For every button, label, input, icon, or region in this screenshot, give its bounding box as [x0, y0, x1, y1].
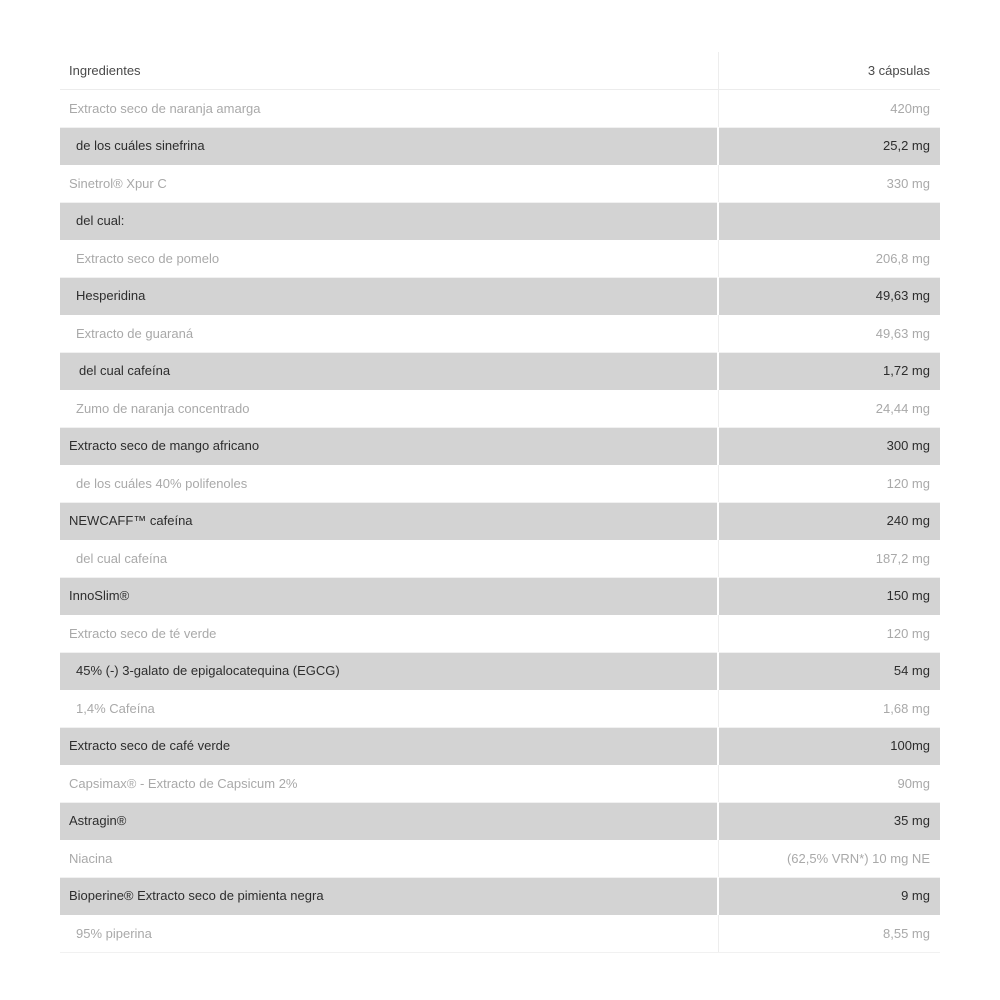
- table-row: [60, 690, 940, 728]
- ingredient-name: 45% (-) 3-galato de epigalocatequina (EGCG): [60, 652, 718, 690]
- ingredient-amount: 240 mg: [718, 502, 940, 540]
- table-row: [60, 877, 940, 915]
- ingredient-name: de los cuáles sinefrina: [60, 127, 718, 165]
- ingredient-amount: 9 mg: [718, 877, 940, 915]
- ingredients-table-container: [60, 52, 940, 953]
- table-row: [60, 90, 940, 128]
- header-dose: 3 cápsulas: [718, 52, 940, 90]
- header-ingredients: Ingredientes: [60, 52, 718, 90]
- ingredient-name: Astragin®: [60, 802, 718, 840]
- ingredient-name: Sinetrol® Xpur C: [60, 165, 718, 203]
- ingredient-amount: [718, 202, 940, 240]
- ingredient-amount: 120 mg: [718, 615, 940, 653]
- ingredient-amount: 25,2 mg: [718, 127, 940, 165]
- table-row: [60, 840, 940, 878]
- table-row: [60, 802, 940, 840]
- ingredient-name: Extracto seco de café verde: [60, 727, 718, 765]
- ingredient-name: Capsimax® - Extracto de Capsicum 2%: [60, 765, 718, 803]
- ingredient-amount: (62,5% VRN*) 10 mg NE: [718, 840, 940, 878]
- table-row: [60, 352, 940, 390]
- ingredient-name: Zumo de naranja concentrado: [60, 390, 718, 428]
- ingredient-amount: 24,44 mg: [718, 390, 940, 428]
- ingredient-name: Extracto seco de té verde: [60, 615, 718, 653]
- ingredient-name: 1,4% Cafeína: [60, 690, 718, 728]
- ingredient-name: del cual cafeína: [60, 352, 718, 390]
- ingredient-name: Extracto seco de pomelo: [60, 240, 718, 278]
- ingredient-name: InnoSlim®: [60, 577, 718, 615]
- ingredient-amount: 206,8 mg: [718, 240, 940, 278]
- ingredient-amount: 420mg: [718, 90, 940, 128]
- ingredient-amount: 120 mg: [718, 465, 940, 503]
- ingredient-name: Extracto seco de mango africano: [60, 427, 718, 465]
- ingredient-amount: 300 mg: [718, 427, 940, 465]
- ingredient-name: de los cuáles 40% polifenoles: [60, 465, 718, 503]
- ingredient-amount: 150 mg: [718, 577, 940, 615]
- table-row: [60, 315, 940, 353]
- ingredient-name: Extracto de guaraná: [60, 315, 718, 353]
- ingredient-name: NEWCAFF™ cafeína: [60, 502, 718, 540]
- ingredient-name: Hesperidina: [60, 277, 718, 315]
- table-row: [60, 390, 940, 428]
- ingredient-amount: 100mg: [718, 727, 940, 765]
- table-row: [60, 540, 940, 578]
- ingredient-amount: 54 mg: [718, 652, 940, 690]
- ingredient-amount: 35 mg: [718, 802, 940, 840]
- ingredient-amount: 49,63 mg: [718, 315, 940, 353]
- table-row: [60, 240, 940, 278]
- ingredient-amount: 187,2 mg: [718, 540, 940, 578]
- ingredients-body: [60, 90, 940, 953]
- table-row: [60, 202, 940, 240]
- table-row: [60, 127, 940, 165]
- table-row: [60, 427, 940, 465]
- table-row: [60, 502, 940, 540]
- table-row: [60, 615, 940, 653]
- table-row: [60, 727, 940, 765]
- ingredient-amount: 8,55 mg: [718, 915, 940, 953]
- ingredient-name: 95% piperina: [60, 915, 718, 953]
- ingredient-name: Extracto seco de naranja amarga: [60, 90, 718, 128]
- ingredients-table: [60, 52, 940, 953]
- ingredient-amount: 49,63 mg: [718, 277, 940, 315]
- table-row: [60, 465, 940, 503]
- table-row: [60, 277, 940, 315]
- ingredient-amount: 330 mg: [718, 165, 940, 203]
- ingredient-name: del cual:: [60, 202, 718, 240]
- table-row: [60, 915, 940, 953]
- table-row: [60, 765, 940, 803]
- table-header-row: [60, 52, 940, 90]
- ingredient-name: Bioperine® Extracto seco de pimienta negra: [60, 877, 718, 915]
- ingredient-name: Niacina: [60, 840, 718, 878]
- ingredient-name: del cual cafeína: [60, 540, 718, 578]
- ingredient-amount: 90mg: [718, 765, 940, 803]
- ingredient-amount: 1,68 mg: [718, 690, 940, 728]
- table-row: [60, 165, 940, 203]
- table-row: [60, 577, 940, 615]
- ingredient-amount: 1,72 mg: [718, 352, 940, 390]
- table-row: [60, 652, 940, 690]
